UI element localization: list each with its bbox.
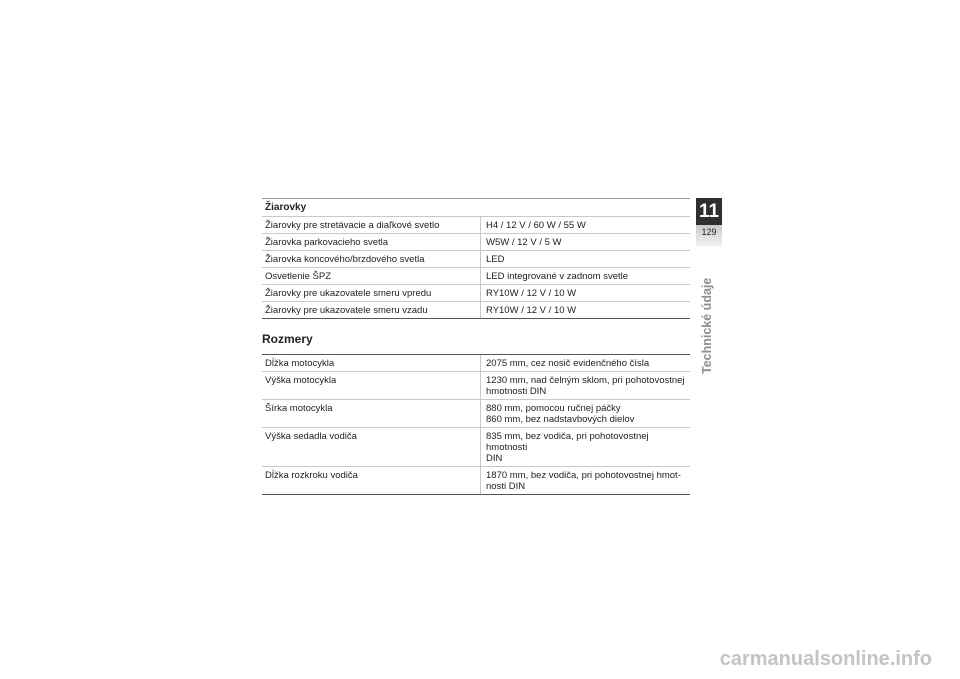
spec-label: Žiarovka parkovacieho svetla bbox=[262, 234, 481, 251]
table-row bbox=[262, 217, 690, 234]
spec-label: Výška motocykla bbox=[262, 372, 481, 400]
spec-label: Výška sedadla vodiča bbox=[262, 428, 481, 467]
table-row bbox=[262, 268, 690, 285]
spec-label: Dĺžka rozkroku vodiča bbox=[262, 467, 481, 495]
page-number: 129 bbox=[696, 225, 722, 246]
chapter-number: 11 bbox=[696, 198, 722, 225]
spec-value: RY10W / 12 V / 10 W bbox=[481, 302, 691, 319]
spec-label: Žiarovky pre stretávacie a diaľkové svetlo bbox=[262, 217, 481, 234]
table-row bbox=[262, 400, 690, 428]
spec-value bbox=[481, 400, 691, 428]
section-title: Rozmery bbox=[262, 332, 313, 346]
value-line: 1230 mm, nad čelným sklom, pri pohotovostnej bbox=[486, 375, 685, 386]
spec-label: Dĺžka motocykla bbox=[262, 355, 481, 372]
spec-value bbox=[481, 467, 691, 495]
value-line: 1870 mm, bez vodiča, pri pohotovostnej hmot- bbox=[486, 470, 681, 481]
table-row bbox=[262, 302, 690, 319]
spec-value bbox=[481, 428, 691, 467]
value-line: 835 mm, bez vodiča, pri pohotovostnej hmotnosti bbox=[486, 431, 649, 453]
table-row bbox=[262, 372, 690, 400]
spec-label: Žiarovka koncového/brzdového svetla bbox=[262, 251, 481, 268]
bulbs-heading: Žiarovky bbox=[262, 199, 690, 217]
spec-value: LED bbox=[481, 251, 691, 268]
spec-label: Osvetlenie ŠPZ bbox=[262, 268, 481, 285]
watermark: carmanualsonline.info bbox=[719, 648, 932, 670]
page-content bbox=[262, 198, 690, 495]
table-row bbox=[262, 355, 690, 372]
chapter-title: Technické údaje bbox=[700, 277, 714, 374]
spec-label: Žiarovky pre ukazovatele smeru vzadu bbox=[262, 302, 481, 319]
table-row bbox=[262, 467, 690, 495]
table-row bbox=[262, 234, 690, 251]
chapter-tab bbox=[696, 198, 722, 246]
table-row bbox=[262, 285, 690, 302]
spec-label: Šírka motocykla bbox=[262, 400, 481, 428]
spec-value bbox=[481, 372, 691, 400]
value-line: DIN bbox=[486, 453, 503, 464]
dimensions-table bbox=[262, 354, 690, 495]
spec-value: 2075 mm, cez nosič evidenčného čísla bbox=[481, 355, 691, 372]
spec-label: Žiarovky pre ukazovatele smeru vpredu bbox=[262, 285, 481, 302]
value-line: 860 mm, bez nadstavbových dielov bbox=[486, 414, 635, 425]
spec-value: H4 / 12 V / 60 W / 55 W bbox=[481, 217, 691, 234]
bulbs-table bbox=[262, 198, 690, 319]
value-line: 880 mm, pomocou ručnej páčky bbox=[486, 403, 621, 414]
bulbs-table-header bbox=[262, 199, 690, 217]
spec-value: LED integrované v zadnom svetle bbox=[481, 268, 691, 285]
value-line: nosti DIN bbox=[486, 481, 526, 492]
value-line: hmotnosti DIN bbox=[486, 386, 547, 397]
table-row bbox=[262, 428, 690, 467]
table-row bbox=[262, 251, 690, 268]
spec-value: W5W / 12 V / 5 W bbox=[481, 234, 691, 251]
spec-value: RY10W / 12 V / 10 W bbox=[481, 285, 691, 302]
